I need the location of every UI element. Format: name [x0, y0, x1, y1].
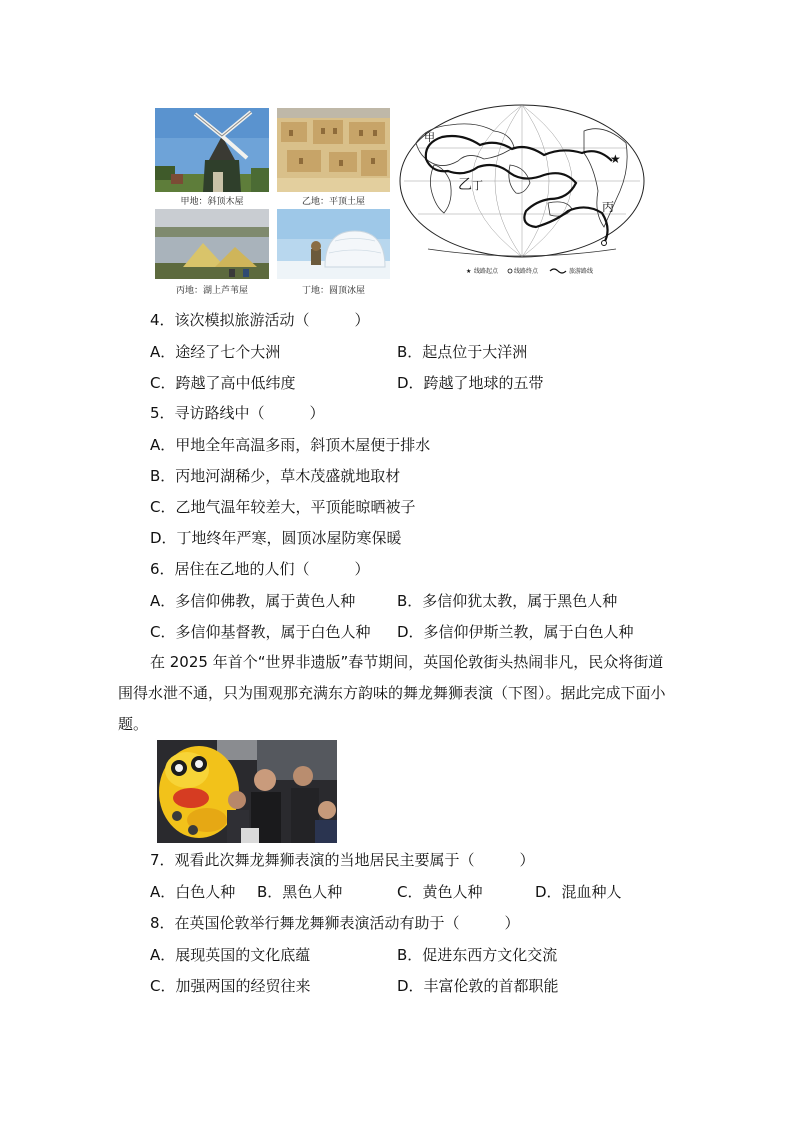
photo-lion-dance [157, 740, 337, 843]
question-6-option-b[interactable]: B．多信仰犹太教，属于黑色人种 [397, 592, 618, 610]
question-7-option-b[interactable]: B．黑色人种 [257, 883, 343, 901]
legend-start: 线路起点 [474, 268, 499, 275]
legend-route: 旅游路线 [569, 268, 594, 275]
question-7-option-a[interactable]: A．白色人种 [150, 883, 236, 901]
svg-text:★: ★ [610, 152, 621, 166]
photo-windmill-house [155, 108, 269, 192]
photo-flat-roof-houses [277, 108, 390, 192]
question-7-stem: 7．观看此次舞龙舞狮表演的当地居民主要属于（ ） [150, 851, 535, 869]
question-4-option-a[interactable]: A．途经了七个大洲 [150, 343, 281, 361]
caption-yi: 乙地：平顶土屋 [301, 197, 365, 207]
question-8-option-a[interactable]: A．展现英国的文化底蕴 [150, 946, 311, 964]
map-label-bing: 丙 [602, 200, 615, 214]
world-route-map [398, 103, 646, 283]
question-8-option-b[interactable]: B．促进东西方文化交流 [397, 946, 558, 964]
question-6-option-d[interactable]: D．多信仰伊斯兰教，属于白色人种 [397, 623, 634, 641]
question-5-option-c[interactable]: C．乙地气温年较差大，平顶能晾晒被子 [150, 498, 416, 516]
question-8-option-d[interactable]: D．丰富伦敦的首都职能 [397, 977, 559, 995]
map-label-yi: 乙 [458, 177, 472, 193]
passage-lion-dance: 在 2025 年首个“世界非遗版”春节期间，英国伦敦街头热闹非凡，民众将街道围得水泄不通，只为围观那充满东方韵味的舞龙舞狮表演（下图）。据此完成下面小题。 [118, 653, 666, 733]
question-8-option-c[interactable]: C．加强两国的经贸往来 [150, 977, 311, 995]
question-5-option-d[interactable]: D．丁地终年严寒，圆顶冰屋防寒保暖 [150, 529, 402, 547]
question-6-stem: 6．居住在乙地的人们（ ） [150, 560, 370, 578]
map-label-jia: 甲 [424, 131, 435, 144]
photo-igloo [277, 209, 390, 279]
question-4-option-d[interactable]: D．跨越了地球的五带 [397, 374, 544, 392]
caption-bing: 丙地：湖上芦苇屋 [175, 286, 248, 296]
question-5-option-b[interactable]: B．丙地河湖稀少，草木茂盛就地取材 [150, 467, 401, 485]
caption-ding: 丁地：圆顶冰屋 [301, 286, 365, 296]
question-6-option-a[interactable]: A．多信仰佛教，属于黄色人种 [150, 592, 356, 610]
caption-jia: 甲地：斜顶木屋 [180, 197, 244, 207]
question-6-option-c[interactable]: C．多信仰基督教，属于白色人种 [150, 623, 371, 641]
legend-end: 线路终点 [514, 268, 539, 275]
svg-text:★: ★ [466, 268, 472, 275]
photo-reed-house [155, 209, 269, 279]
question-5-stem: 5．寻访路线中（ ） [150, 404, 325, 422]
question-4-stem: 4．该次模拟旅游活动（ ） [150, 311, 370, 329]
map-label-ding: 丁 [472, 179, 483, 192]
question-5-option-a[interactable]: A．甲地全年高温多雨，斜顶木屋便于排水 [150, 436, 431, 454]
question-7-option-c[interactable]: C．黄色人种 [397, 883, 483, 901]
question-7-option-d[interactable]: D．混血种人 [535, 883, 622, 901]
question-4-option-c[interactable]: C．跨越了高中低纬度 [150, 374, 296, 392]
question-8-stem: 8．在英国伦敦举行舞龙舞狮表演活动有助于（ ） [150, 914, 520, 932]
question-4-option-b[interactable]: B．起点位于大洋洲 [397, 343, 528, 361]
